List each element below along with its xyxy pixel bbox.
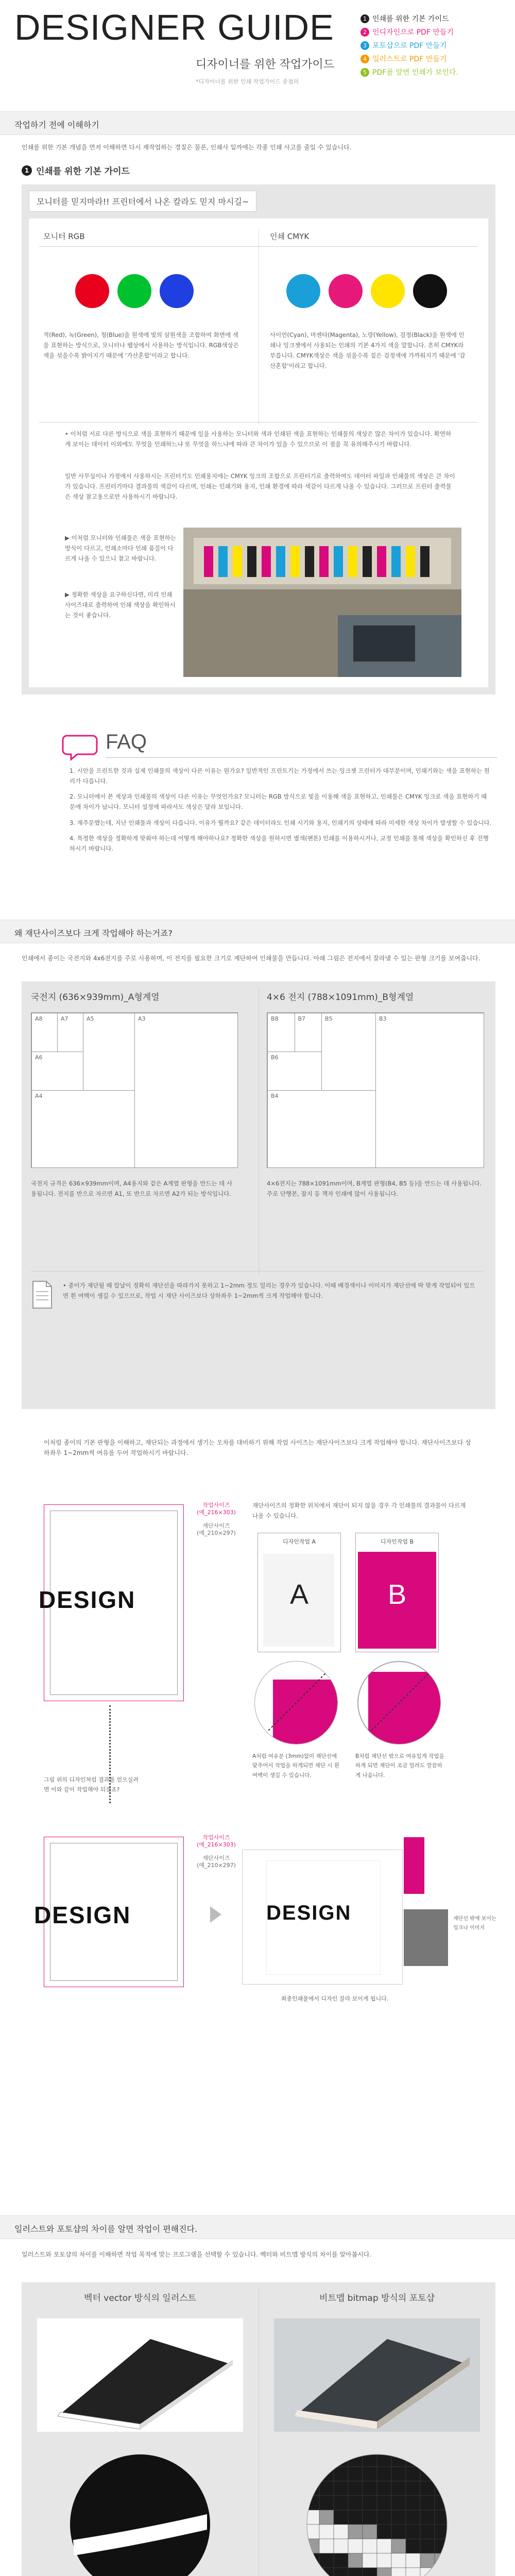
toc-item[interactable] bbox=[360, 67, 510, 77]
pixel bbox=[348, 2553, 363, 2568]
pixel bbox=[334, 2481, 348, 2496]
pixel bbox=[435, 2467, 449, 2481]
design-final: DESIGN bbox=[266, 1902, 352, 1924]
ink-cartridge bbox=[233, 546, 242, 577]
design-b-card bbox=[355, 1533, 439, 1652]
vector-intro: 일러스트와 포토샵의 차이를 이해하면 작업 목적에 맞는 프로그램을 선택할 수 있습니다. 벡터와 비트맵 방식의 차이를 알아봅시다. bbox=[22, 2251, 372, 2258]
pixel bbox=[391, 2467, 406, 2481]
paper-size-label: B6 bbox=[271, 1054, 279, 1061]
vector-bitmap-panel bbox=[22, 2282, 495, 2576]
pixel bbox=[363, 2524, 377, 2539]
ink-cartridge bbox=[262, 546, 271, 577]
printer-photo bbox=[183, 528, 461, 677]
ink-cartridge bbox=[391, 546, 401, 577]
pixel bbox=[391, 2539, 406, 2553]
pixel bbox=[334, 2568, 348, 2576]
pixel bbox=[363, 2467, 377, 2481]
cut-size-label: 재단사이즈 (예_210×297) bbox=[197, 1522, 236, 1537]
pixel bbox=[363, 2568, 377, 2576]
pixel bbox=[319, 2452, 334, 2467]
pixel bbox=[377, 2467, 391, 2481]
pixel bbox=[406, 2553, 420, 2568]
toc-number: 2 bbox=[360, 28, 369, 37]
pixel bbox=[334, 2539, 348, 2553]
final-print bbox=[242, 1850, 403, 1985]
cut-size-label-2: 재단사이즈 (예_210×297) bbox=[197, 1855, 236, 1869]
document-icon bbox=[31, 1280, 54, 1309]
paper-size-cell bbox=[134, 1013, 238, 1168]
toc bbox=[360, 13, 510, 80]
ink-sample bbox=[404, 1837, 424, 1894]
pixel bbox=[391, 2553, 406, 2568]
toc-item[interactable] bbox=[360, 40, 510, 50]
pixel bbox=[420, 2553, 435, 2568]
paper-size-label: B5 bbox=[325, 1015, 333, 1022]
color-swatch bbox=[371, 274, 405, 308]
ink-cartridge bbox=[276, 546, 285, 577]
ink-cartridge bbox=[247, 546, 256, 577]
toc-label: 포토샵으로 PDF 만들기 bbox=[372, 42, 447, 50]
section-bar-title: 작업하기 전에 이해하기 bbox=[14, 120, 99, 130]
pixel bbox=[348, 2467, 363, 2481]
bitmap-zoom-image bbox=[305, 2452, 449, 2576]
pixel bbox=[435, 2568, 449, 2576]
zoom-a-circle bbox=[252, 1659, 340, 1747]
pixel bbox=[420, 2467, 435, 2481]
pixel bbox=[406, 2568, 420, 2576]
ink-cartridge bbox=[377, 546, 386, 577]
pixel bbox=[319, 2481, 334, 2496]
pixel bbox=[406, 2539, 420, 2553]
section-bar bbox=[0, 2215, 515, 2239]
pixel bbox=[348, 2481, 363, 2496]
design-b-title: 디자인작업 B bbox=[380, 1538, 414, 1545]
paper-panel bbox=[22, 981, 495, 1409]
pixel bbox=[319, 2496, 334, 2510]
pixel bbox=[305, 2568, 319, 2576]
ink-cartridge bbox=[406, 546, 415, 577]
paper-size-label: B8 bbox=[271, 1015, 279, 1022]
section-bar bbox=[0, 920, 515, 943]
pixel bbox=[377, 2510, 391, 2524]
pixel bbox=[391, 2481, 406, 2496]
ink-cartridge bbox=[363, 546, 372, 577]
pixel bbox=[406, 2496, 420, 2510]
paper-size-label: A5 bbox=[87, 1015, 94, 1022]
heading-number: 1 bbox=[22, 165, 32, 176]
pixel bbox=[420, 2452, 435, 2467]
pixel bbox=[420, 2568, 435, 2576]
pixel bbox=[420, 2510, 435, 2524]
ink-cartridge bbox=[348, 546, 357, 577]
toc-number: 3 bbox=[360, 41, 369, 50]
design-b-text: B처럼 재단선 밖으로 여유있게 작업을 하게 되면 재단이 조금 밀려도 깔끔하게 나옵니다. bbox=[355, 1753, 444, 1778]
toc-item[interactable] bbox=[360, 27, 510, 37]
color-swatch bbox=[75, 274, 109, 308]
faq-bubble-icon bbox=[62, 731, 103, 761]
design-sample: DESIGN bbox=[39, 1586, 136, 1613]
pixel bbox=[334, 2524, 348, 2539]
paper-size-label: A4 bbox=[35, 1093, 43, 1099]
faq-list bbox=[70, 766, 492, 859]
vector-title: 벡터 vector 방식의 일러스트 bbox=[84, 2293, 196, 2303]
cmyk-description: 사이언(Cyan), 마젠타(Magenta), 노랑(Yellow), 검정(Black)을 원색에 인쇄나 잉크젯에서 사용되는 인쇄의 기본 4가지 색을 말합니다. 흔히 CMYK라 부릅니다. CMYK색상은 색을 섞을수록 짙은 검정색에 가까워지기 때문에 '감산혼합'이라고 합니다. bbox=[270, 331, 466, 370]
color-note: • 이처럼 서로 다른 방식으로 색을 표현하기 때문에 일을 사용하는 모니터와 색과 인쇄된 색을 표현하는 인쇄물의 색상은 많은 차이가 있습니다. 확연하게 보이는 데이터 이외에도 무엇을 인쇄하느냐 또 무엇을 하느냐에 따라 큰 차이가 있을 수 있으므로 이 점을 꼭 유의해주시기 바랍니다. bbox=[65, 430, 452, 448]
header-note: *디자이너를 위한 인쇄 작업가이드 중점의 bbox=[196, 78, 299, 85]
trim-sample bbox=[404, 1909, 448, 1966]
work-size-label-2: 작업사이즈 (예_216×303) bbox=[197, 1834, 236, 1849]
paper-size-cell bbox=[31, 1052, 83, 1091]
paper-size-cell bbox=[267, 1052, 322, 1091]
bleed-description: 재단사이즈의 정확한 위치에서 재단이 되지 않을 경우 각 인쇄물의 결과물이 다르게 나올 수 있습니다. bbox=[252, 1502, 466, 1520]
pixel bbox=[377, 2481, 391, 2496]
pixel bbox=[319, 2553, 334, 2568]
paper-size-cell bbox=[31, 1013, 58, 1052]
design-a-text: A처럼 여유분 (3mm)없이 재단선에 맞추어서 작업을 하게되면 재단 시 흰 여백이 생길 수 있습니다. bbox=[252, 1753, 339, 1778]
pixel bbox=[305, 2467, 319, 2481]
paper-size-label: B7 bbox=[298, 1015, 306, 1022]
pixel bbox=[363, 2510, 377, 2524]
ink-cartridge bbox=[420, 546, 430, 577]
pixel bbox=[348, 2510, 363, 2524]
pixel bbox=[363, 2481, 377, 2496]
pixel bbox=[377, 2553, 391, 2568]
divider bbox=[31, 1271, 484, 1272]
arrow-right-icon bbox=[210, 1906, 221, 1923]
pixel bbox=[348, 2568, 363, 2576]
heading-text: 인쇄를 위한 기본 가이드 bbox=[36, 166, 130, 177]
left-caption: 그림 위의 디자인처럼 결과물 얻으실려면 이와 같이 작업해야 되겠죠? bbox=[44, 1776, 139, 1793]
pixel bbox=[319, 2568, 334, 2576]
printer-note: 일반 사무실이나 가정에서 사용하시는 프린터기도 인쇄용지에는 CMYK 잉크의 조합으로 프린터기로 출력하여도 데이터 파일과 인쇄물의 색상은 큰 차이가 있습니다. 프린터기마다 결과물의 색감이 다르며, 인쇄는 인쇄기와 용지, 인쇄 환경에 따라 색감이 다르게 나올 수 있습니다. 그러므로 프린터 출력물은 색상 참고용으로만 사용하시기 바랍니다. bbox=[65, 472, 455, 501]
pixel bbox=[420, 2539, 435, 2553]
paper-size-label: B4 bbox=[271, 1093, 279, 1099]
paper-size-cell bbox=[31, 1090, 135, 1168]
ink-cartridge bbox=[218, 546, 228, 577]
pixel bbox=[420, 2496, 435, 2510]
intro-text: 인쇄를 위한 기본 개념을 먼저 이해하면 다시 재작업하는 경질은 물론, 인쇄사 일까에는 각종 인쇄 사고를 줄일 수 있습니다. bbox=[22, 144, 352, 151]
toc-label: 인쇄를 위한 기본 가이드 bbox=[372, 15, 449, 23]
pixel bbox=[420, 2524, 435, 2539]
ink-cartridge bbox=[290, 546, 300, 577]
toc-number: 1 bbox=[360, 14, 369, 23]
rgb-label: 모니터 RGB bbox=[43, 232, 85, 241]
toc-number: 4 bbox=[360, 55, 369, 63]
pixel bbox=[406, 2481, 420, 2496]
color-swatch bbox=[413, 274, 447, 308]
toc-label: 인디자인으로 PDF 만들기 bbox=[372, 28, 454, 37]
design-a-card bbox=[258, 1533, 341, 1652]
paper-size-cell bbox=[375, 1013, 484, 1168]
cmyk-label: 인쇄 CMYK bbox=[270, 232, 310, 241]
paper-size-label: A3 bbox=[138, 1015, 146, 1022]
paper-size-cell bbox=[57, 1013, 83, 1052]
vector-zoom-image bbox=[68, 2452, 212, 2576]
faq-item: 4. 특정한 색상을 정확하게 맞춰야 하는데 어떻게 해야하나요? 정확한 색상을 원하시면 별색(팬톤) 인쇄를 이용하시거나, 교정 인쇄를 통해 색상을 확인하신 후 진행하시기 바랍니다. bbox=[70, 834, 489, 852]
color-swatch bbox=[117, 274, 151, 308]
pixel bbox=[334, 2553, 348, 2568]
color-swatch bbox=[160, 274, 194, 308]
b-series-diagram bbox=[267, 1012, 484, 1168]
side-caption: 재단선 밖에 보이는 잉크나 이미지 bbox=[453, 1916, 496, 1931]
paper-size-label: A8 bbox=[35, 1015, 43, 1022]
b-series-title: 4×6 전지 (788×1091mm)_B형계열 bbox=[267, 992, 414, 1003]
page-title: DESIGNER GUIDE bbox=[14, 7, 334, 47]
paper-size-cell bbox=[295, 1013, 322, 1052]
pixel bbox=[377, 2539, 391, 2553]
ink-cartridge bbox=[305, 546, 314, 577]
pixel bbox=[363, 2553, 377, 2568]
section-heading bbox=[22, 164, 130, 177]
pixel bbox=[406, 2510, 420, 2524]
vector-book-image bbox=[37, 2318, 243, 2432]
bottom-caption: 최종인쇄물에서 디자인 잘라 보이게 됩니다. bbox=[281, 1995, 389, 2002]
paper-size-label: A6 bbox=[35, 1054, 43, 1061]
divider bbox=[106, 757, 497, 758]
design-b-letter: B bbox=[387, 1579, 407, 1610]
color-swatch bbox=[329, 274, 363, 308]
bitmap-book-image bbox=[274, 2318, 480, 2432]
pixel bbox=[406, 2467, 420, 2481]
zoom-b-circle bbox=[355, 1659, 443, 1747]
monitor-note: ▶ 이처럼 모니터와 인쇄물은 색을 표현하는 방식이 다르고, 인쇄소마다 인쇄 품질이 다르게 나올 수 있으니 참고 바랍니다. bbox=[65, 534, 176, 563]
pixel bbox=[420, 2481, 435, 2496]
bitmap-title: 비트맵 bitmap 방식의 포토샵 bbox=[319, 2293, 435, 2303]
toc-item[interactable] bbox=[360, 54, 510, 64]
section-bar-title: 일러스트와 포토샵의 차이를 알면 작업이 편해진다. bbox=[14, 2224, 198, 2234]
pixel bbox=[435, 2452, 449, 2467]
section-bar bbox=[0, 111, 515, 135]
faq-title: FAQ bbox=[106, 731, 147, 753]
pixel bbox=[391, 2568, 406, 2576]
pixel bbox=[391, 2524, 406, 2539]
pixel bbox=[348, 2524, 363, 2539]
pixel bbox=[319, 2467, 334, 2481]
color-card bbox=[29, 218, 488, 687]
paper-size-cell bbox=[267, 1013, 295, 1052]
pixel bbox=[348, 2496, 363, 2510]
toc-number: 5 bbox=[360, 68, 369, 77]
a-series-diagram bbox=[31, 1012, 238, 1168]
toc-item[interactable] bbox=[360, 13, 510, 24]
pixel bbox=[377, 2496, 391, 2510]
page-subtitle: 디자이너를 위한 작업가이드 bbox=[196, 58, 335, 71]
color-swatch bbox=[286, 274, 320, 308]
design-sample-2: DESIGN bbox=[34, 1902, 131, 1928]
pixel bbox=[319, 2524, 334, 2539]
section-bar-title: 왜 재단사이즈보다 크게 작업해야 하는거죠? bbox=[14, 928, 173, 938]
pixel bbox=[391, 2510, 406, 2524]
bleed-intro: 인쇄에서 종이는 국전지와 4x6전지를 주로 사용하며, 이 전지를 필요한 크기로 재단하여 인쇄물을 만듭니다. 아래 그림은 전지에서 잘라낼 수 있는 판형 크기를 보여줍니다. bbox=[22, 955, 480, 962]
design-a-letter: A bbox=[289, 1579, 309, 1610]
paper-size-cell bbox=[321, 1013, 376, 1091]
pixel bbox=[348, 2539, 363, 2553]
pixel bbox=[391, 2496, 406, 2510]
pixel bbox=[363, 2539, 377, 2553]
pixel bbox=[377, 2568, 391, 2576]
faq-item: 2. 모니터에서 본 색상과 인쇄물의 색상이 다른 이유는 무엇인가요? 모니터는 RGB 방식으로 빛을 이용해 색을 표현하고, 인쇄물은 CMYK 잉크로 색을 표현하기 때문에 차이가 납니다. 모니터 설정에 따라서도 색상은 달라 보입니다. bbox=[70, 793, 487, 811]
toc-label: 일러스트로 PDF 만들기 bbox=[372, 55, 447, 63]
faq-item: 1. 시안을 프린트한 것과 실제 인쇄물의 색상이 다른 이유는 뭔가요? 일반적인 프린트기는 가정에서 쓰는 잉크젯 프린터가 대부분이며, 인쇄기와는 색을 표현하는 원리가 다릅니다. bbox=[70, 767, 490, 785]
pixel bbox=[319, 2510, 334, 2524]
proof-note: ▶ 정확한 색상을 요구하신다면, 미리 인쇄 사이즈대로 출력하여 인쇄 색상을 확인하시는 것이 좋습니다. bbox=[65, 591, 176, 619]
a-series-text: 국전지 규격은 636×939mm이며, A4용지와 같은 A계열 판형을 만드는 데 사용됩니다. 전지를 반으로 자르면 A1, 또 반으로 자르면 A2가 되는 방식입니다. bbox=[31, 1180, 233, 1198]
toc-label: PDF를 알면 인쇄가 보인다. bbox=[372, 69, 458, 77]
pixel bbox=[406, 2524, 420, 2539]
header bbox=[0, 0, 515, 100]
pixel bbox=[319, 2539, 334, 2553]
pixel bbox=[363, 2496, 377, 2510]
paper-size-cell bbox=[267, 1090, 376, 1168]
ink-cartridge bbox=[334, 546, 343, 577]
paper-size-label: B3 bbox=[379, 1015, 387, 1022]
pixel bbox=[334, 2510, 348, 2524]
design-a-title: 디자인작업 A bbox=[282, 1538, 316, 1545]
color-panel bbox=[22, 184, 495, 694]
ink-cartridge bbox=[204, 546, 213, 577]
pixel bbox=[377, 2524, 391, 2539]
paper-size-label: A7 bbox=[61, 1015, 68, 1022]
bleed-note: • 종이가 재단될 때 칼날이 정확히 재단선을 따라가지 못하고 1~2mm 정도 밀리는 경우가 있습니다. 이때 배경색이나 이미지가 재단선에 딱 맞게 작업되어 있으면 흰 여백이 생길 수 있으므로, 작업 시 재단 사이즈보다 상하좌우 1~2mm씩 크게 작업해야 합니다. bbox=[63, 1282, 475, 1300]
faq-item: 3. 재주문했는데, 지난 인쇄물과 색상이 다릅니다. 이유가 뭘까요? 같은 데이터라도 인쇄 시기와 용지, 인쇄기의 상태에 따라 미세한 색상 차이가 발생할 수 있습니다. bbox=[70, 819, 492, 826]
pixel bbox=[334, 2496, 348, 2510]
ink-cartridge bbox=[319, 546, 329, 577]
rgb-description: 적(Red), 녹(Green), 청(Blue)을 원색에 빛의 삼원색을 조합하여 화면에 색을 표현하는 방식으로, 모니터나 웹상에서 사용하는 방식입니다. RGB색상은 색을 섞을수록 밝아지기 때문에 '가산혼합'이라고 합니다. bbox=[43, 331, 239, 360]
paper-size-cell bbox=[83, 1013, 135, 1091]
pixel bbox=[334, 2467, 348, 2481]
a-series-title: 국전지 (636×939mm)_A형계열 bbox=[31, 992, 160, 1003]
b-series-text: 4×6전지는 788×1091mm이며, B계열 판형(B4, B5 등)을 만드는 데 사용됩니다. 주로 단행본, 잡지 등 책자 인쇄에 많이 사용됩니다. bbox=[267, 1180, 482, 1198]
bleed-explain: 이처럼 종이의 기본 판형을 이해하고, 재단되는 과정에서 생기는 오차를 대비하기 위해 작업 사이즈는 재단사이즈보다 크게 작업해야 합니다. 재단사이즈보다 상하좌우 1~2mm씩 여유를 두어 작업하시기 바랍니다. bbox=[44, 1439, 471, 1457]
pixel bbox=[305, 2452, 319, 2467]
work-size-label: 작업사이즈 (예_216×303) bbox=[197, 1502, 236, 1516]
panel-title: 모니터를 믿지마라!! 프린터에서 나온 칼라도 믿지 마시길~ bbox=[29, 191, 256, 212]
